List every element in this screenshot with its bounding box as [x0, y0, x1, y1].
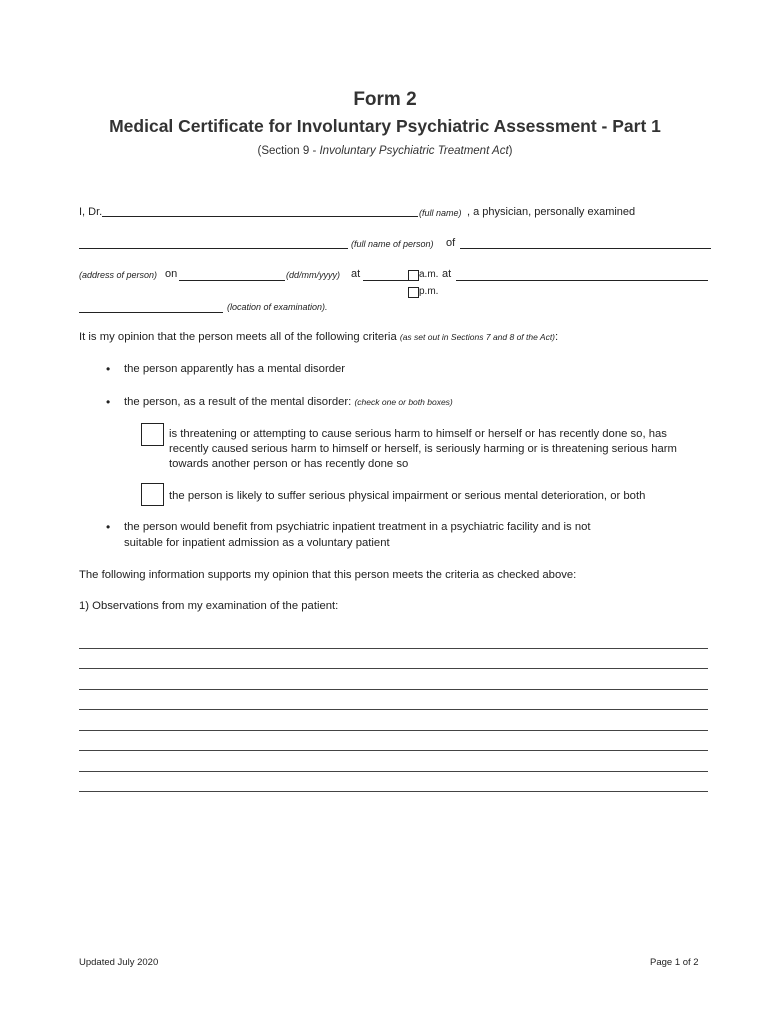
criteria-bullet-3-line-2: suitable for inpatient admission as a voluntary patient — [124, 537, 390, 549]
person-name-field[interactable] — [79, 248, 348, 249]
criteria-bullet-1: the person apparently has a mental disorder — [124, 363, 346, 375]
harm-option-line-3: towards another person or has recently done so — [169, 458, 409, 470]
observation-line[interactable] — [79, 689, 708, 690]
location-hint: (location of examination). — [227, 302, 328, 312]
observation-line[interactable] — [79, 648, 708, 649]
harm-option-line-2: recently caused serious harm to himself or herself, is seriously harming or is threatening serious harm — [169, 443, 677, 455]
support-text: The following information supports my opinion that this person meets the criteria as checked above: — [79, 569, 577, 581]
criteria-bullet-2 — [124, 396, 453, 408]
form-title: Medical Certificate for Involuntary Psychiatric Assessment - Part 1 — [109, 116, 661, 136]
criteria-intro-colon: : — [555, 331, 559, 343]
person-name-hint: (full name of person) — [351, 239, 434, 249]
harm-option-line-1: is threatening or attempting to cause serious harm to himself or herself or has recently done so, has — [169, 428, 667, 440]
full-name-hint: (full name) — [419, 208, 462, 218]
at-text: at — [351, 268, 361, 280]
form-number: Form 2 — [353, 89, 417, 110]
impairment-option: the person is likely to suffer serious physical impairment or serious mental deterioration, or both — [169, 490, 646, 502]
criteria-intro-text: It is my opinion that the person meets all of the following criteria — [79, 331, 397, 343]
criteria-bullet-2-text: the person, as a result of the mental disorder: — [124, 396, 352, 408]
pm-label: p.m. — [419, 286, 439, 297]
date-field[interactable] — [179, 280, 285, 281]
date-hint: (dd/mm/yyyy) — [286, 270, 340, 280]
time-field[interactable] — [363, 280, 408, 281]
section-reference — [0, 145, 770, 157]
page-number: Page 1 of 2 — [650, 957, 699, 968]
address-hint: (address of person) — [79, 270, 158, 280]
on-text: on — [165, 268, 178, 280]
physician-name-field[interactable] — [102, 216, 418, 217]
updated-date: Updated July 2020 — [79, 957, 159, 968]
observations-label: 1) Observations from my examination of the patient: — [79, 600, 339, 612]
section-suffix: ) — [508, 145, 513, 157]
at-text-2: at — [442, 268, 452, 280]
pm-checkbox[interactable] — [408, 287, 419, 298]
criteria-bullet-3-line-1: the person would benefit from psychiatric inpatient treatment in a psychiatric facility and is not — [124, 521, 591, 533]
am-checkbox[interactable] — [408, 270, 419, 281]
observation-line[interactable] — [79, 750, 708, 751]
observation-line[interactable] — [79, 791, 708, 792]
observation-line[interactable] — [79, 730, 708, 731]
of-text: of — [446, 237, 456, 249]
observation-line[interactable] — [79, 771, 708, 772]
criteria-intro-hint: (as set out in Sections 7 and 8 of the Act) — [399, 332, 556, 342]
harm-checkbox[interactable] — [141, 423, 164, 446]
criteria-intro — [79, 331, 558, 343]
location-at-field[interactable] — [456, 280, 708, 281]
observation-line[interactable] — [79, 709, 708, 710]
observation-line[interactable] — [79, 668, 708, 669]
bullet-dot-2: • — [106, 395, 111, 409]
location-field[interactable] — [79, 312, 223, 313]
person-of-field[interactable] — [460, 248, 711, 249]
bullet-dot-3: • — [106, 520, 111, 534]
section-prefix: (Section 9 - — [257, 145, 320, 157]
am-label: a.m. — [419, 269, 439, 280]
bullet-dot-1: • — [106, 362, 111, 376]
physician-text: , a physician, personally examined — [467, 206, 636, 218]
criteria-bullet-2-hint: (check one or both boxes) — [354, 397, 453, 407]
dr-prefix: I, Dr. — [79, 206, 103, 218]
impairment-checkbox[interactable] — [141, 483, 164, 506]
section-act: Involuntary Psychiatric Treatment Act — [319, 145, 509, 157]
